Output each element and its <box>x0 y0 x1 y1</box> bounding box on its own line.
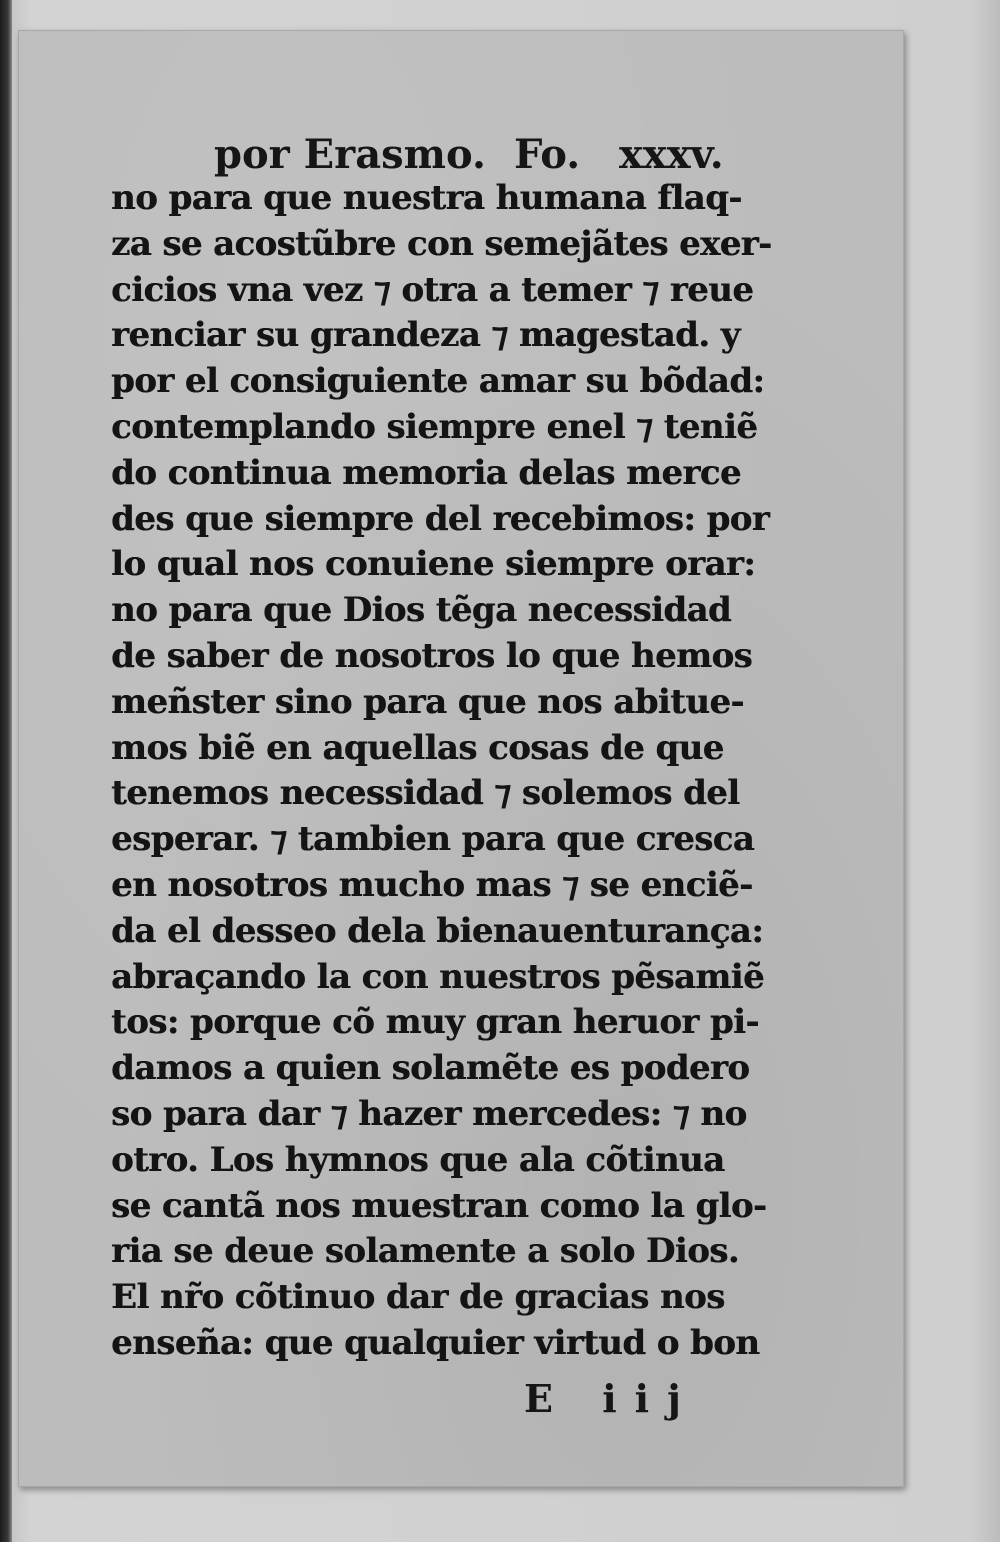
text-line: El nr̃o cõtinuo dar de gracias nos <box>111 1277 725 1318</box>
text-line: da el desseo dela bienauenturança: <box>111 910 764 951</box>
text-line: renciar su grandeza ⁊ magestad. y <box>111 315 740 356</box>
text-line: so para dar ⁊ hazer mercedes: ⁊ no <box>111 1093 747 1134</box>
running-head: por Erasmo. <box>214 131 486 178</box>
text-line: por el consiguiente amar su bõdad: <box>111 361 765 402</box>
text-line: lo qual nos conuiene siempre orar: <box>111 544 756 585</box>
page-leaf <box>18 30 904 1487</box>
text-line: de saber de nosotros lo que hemos <box>111 635 753 676</box>
text-line: za se acostũbre con semejãtes exer- <box>111 223 772 264</box>
text-line: esperar. ⁊ tambien para que cresca <box>111 819 755 860</box>
text-line: mos biẽ en aquellas cosas de que <box>111 727 724 768</box>
text-line: tenemos necessidad ⁊ solemos del <box>111 773 740 814</box>
text-line: meñster sino para que nos abitue- <box>111 681 744 722</box>
text-line: enseña: que qualquier virtud o bon <box>111 1322 760 1363</box>
text-line: ria se deue solamente a solo Dios. <box>111 1231 739 1272</box>
text-line: do continua memoria delas merce <box>111 452 741 493</box>
text-line: abraçando la con nuestros pẽsamiẽ <box>111 956 764 997</box>
signature-mark: E iij <box>524 1376 699 1421</box>
text-line: damos a quien solamẽte es podero <box>111 1048 750 1089</box>
text-line: no para que Dios tẽga necessidad <box>111 590 732 631</box>
text-line: cicios vna vez ⁊ otra a temer ⁊ reue <box>111 269 754 310</box>
text-line: se cantã nos muestran como la glo- <box>111 1185 767 1226</box>
book-binding-edge <box>0 0 12 1542</box>
text-line: contemplando siempre enel ⁊ teniẽ <box>111 406 758 447</box>
text-line: tos: porque cõ muy gran heruor pi- <box>111 1002 759 1043</box>
text-line: en nosotros mucho mas ⁊ se enciẽ- <box>111 864 753 905</box>
folio-label: Fo. <box>514 131 581 178</box>
text-line: otro. Los hymnos que ala cõtinua <box>111 1139 725 1180</box>
body-text <box>111 176 771 1367</box>
text-line: des que siempre del recebimos: por <box>111 498 770 539</box>
folio-number: xxxv. <box>619 131 724 178</box>
text-line: no para que nuestra humana flaq- <box>111 178 742 218</box>
